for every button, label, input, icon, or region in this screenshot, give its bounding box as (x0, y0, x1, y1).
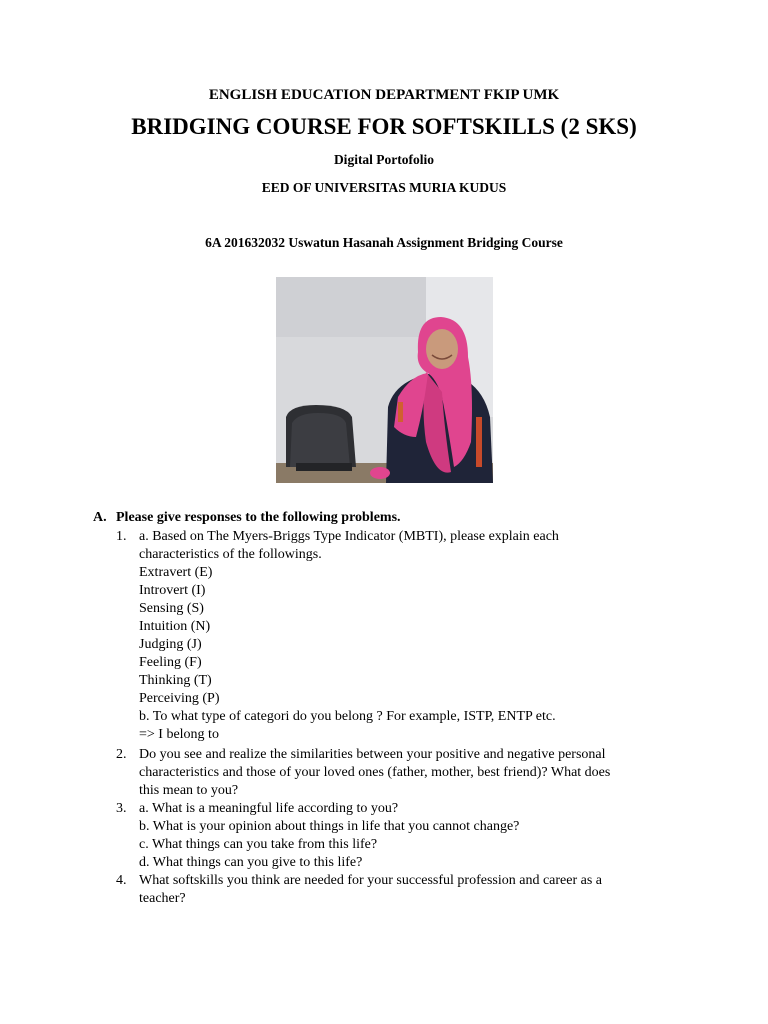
mbti-trait-sensing: Sensing (S) (139, 601, 204, 616)
question-line: teacher? (139, 891, 186, 906)
question-line: d. What things can you give to this life? (139, 855, 363, 870)
department-heading: ENGLISH EDUCATION DEPARTMENT FKIP UMK (208, 87, 560, 103)
question-line: b. To what type of categori do you belong ? For example, ISTP, ENTP etc. (139, 709, 556, 724)
question-line: characteristics and those of your loved ones (father, mother, best friend)? What does (139, 765, 611, 780)
page-title: BRIDGING COURSE FOR SOFTSKILLS (2 SKS) (131, 114, 637, 139)
answer-line: => I belong to (139, 727, 219, 742)
page-subtitle: Digital Portofolio (333, 152, 435, 167)
question-line: What softskills you think are needed for your successful profession and career as a (139, 873, 603, 888)
question-line: b. What is your opinion about things in life that you cannot change? (139, 819, 520, 834)
question-line: this mean to you? (139, 783, 239, 798)
mbti-trait-feeling: Feeling (F) (139, 655, 202, 670)
mbti-trait-perceiving: Perceiving (P) (139, 691, 220, 706)
question-line: characteristics of the followings. (139, 547, 322, 562)
mbti-trait-extravert: Extravert (E) (139, 565, 213, 580)
institution-heading: EED OF UNIVERSITAS MURIA KUDUS (261, 180, 507, 195)
question-line: a. What is a meaningful life according to you? (139, 801, 399, 816)
question-number: 1. (116, 529, 127, 544)
student-photo (276, 277, 493, 483)
question-line: c. What things can you take from this life? (139, 837, 378, 852)
mbti-trait-judging: Judging (J) (139, 637, 202, 652)
question-number: 4. (116, 873, 127, 888)
mbti-trait-intuition: Intuition (N) (139, 619, 211, 634)
mbti-trait-thinking: Thinking (T) (139, 673, 212, 688)
question-line: a. Based on The Myers-Briggs Type Indicator (MBTI), please explain each (139, 529, 559, 544)
question-body (139, 528, 699, 744)
question-number: 3. (116, 801, 127, 816)
assignment-heading: 6A 201632032 Uswatun Hasanah Assignment Bridging Course (205, 235, 563, 250)
question-line: Do you see and realize the similarities between your positive and negative personal (139, 747, 606, 762)
mbti-trait-introvert: Introvert (I) (139, 583, 206, 598)
question-body (139, 800, 699, 872)
section-heading (93, 510, 401, 526)
question-number: 2. (116, 747, 127, 762)
question-body (139, 746, 699, 800)
section-title: Please give responses to the following problems. (116, 510, 401, 525)
question-body (139, 872, 699, 908)
section-letter: A. (93, 510, 107, 525)
